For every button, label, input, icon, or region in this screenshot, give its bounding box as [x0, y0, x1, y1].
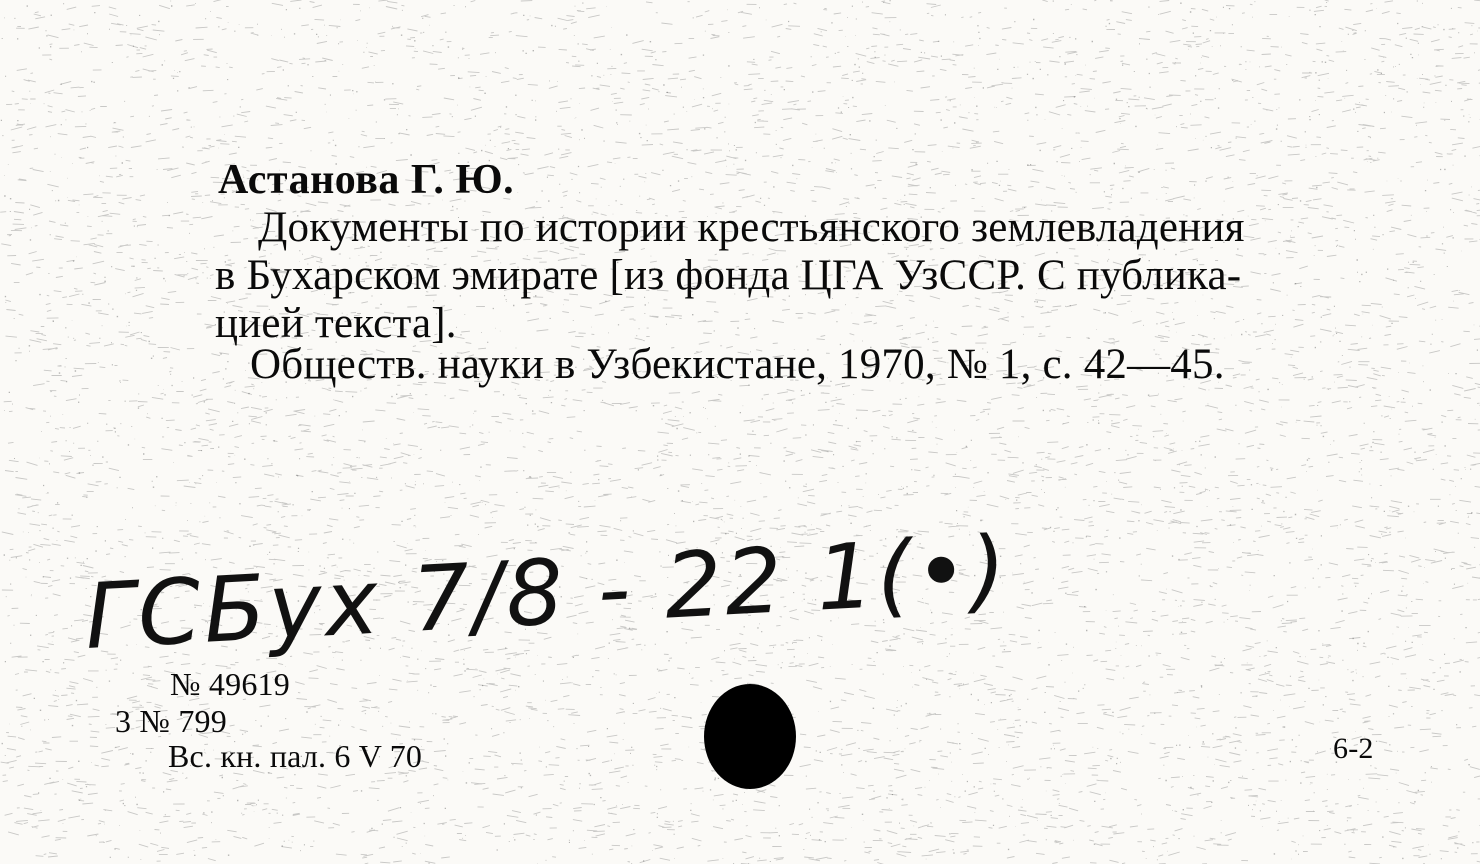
copy-number: 3 № 799 [115, 703, 227, 739]
author-name: Астанова Г. Ю. [218, 157, 515, 203]
title-line-2: в Бухарском эмирате [из фонда ЦГА УзССР. С публика- [215, 252, 1242, 299]
punch-hole [704, 684, 796, 789]
inventory-number: № 49619 [170, 666, 290, 702]
title-line-1: Документы по истории крестьянского землевладения [258, 204, 1245, 251]
book-chamber-note: Вс. кн. пал. 6 V 70 [168, 738, 423, 774]
source-citation: Обществ. науки в Узбекистане, 1970, № 1, с. 42—45. [250, 341, 1225, 388]
title-line-3: цией текста]. [215, 300, 457, 347]
corner-code: 6-2 [1333, 732, 1374, 765]
handwritten-shelfmark: ГСБух 7/8 - 22 1(•) [82, 516, 1012, 670]
